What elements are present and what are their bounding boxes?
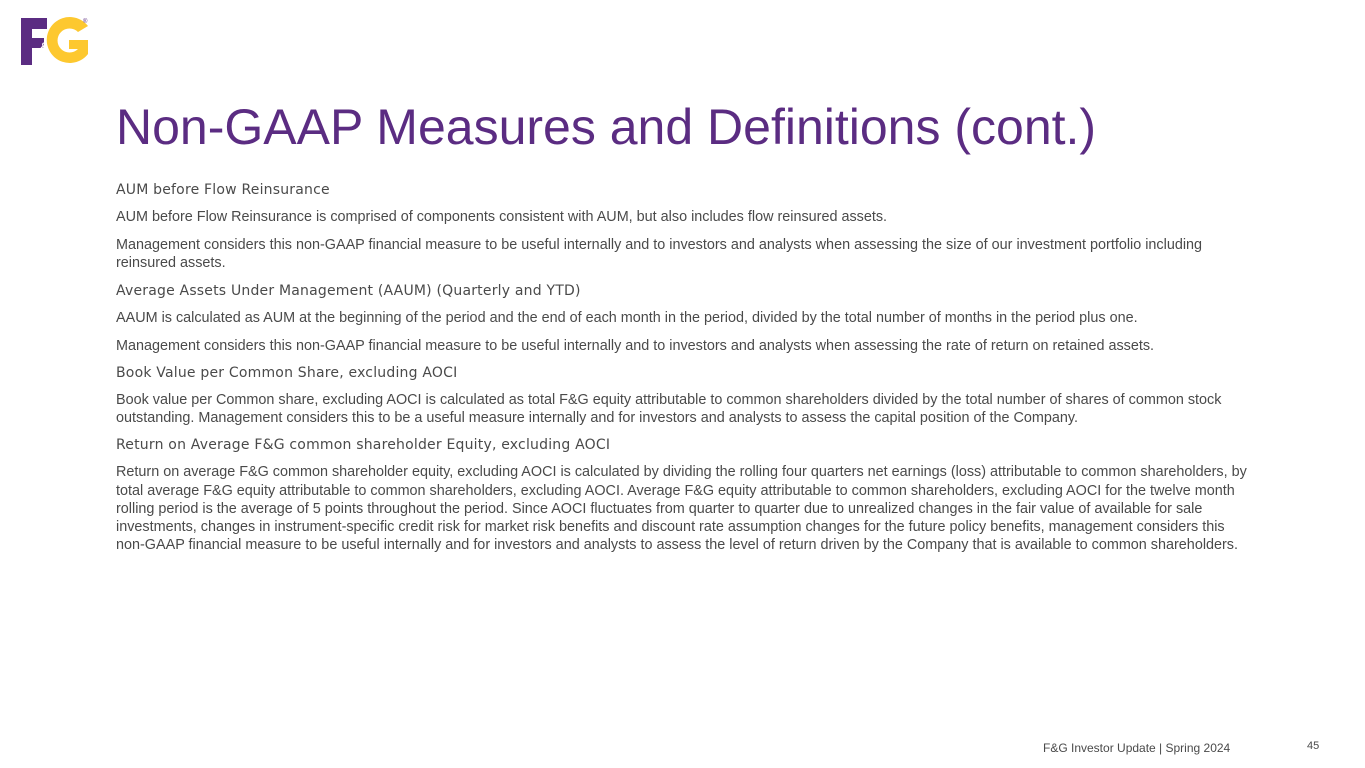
section-heading-book-value-per-share: Book Value per Common Share, excluding AOCI bbox=[116, 365, 458, 382]
page-number: 45 bbox=[1307, 740, 1320, 752]
logo-ampersand: & bbox=[40, 40, 49, 54]
section-heading-aaum: Average Assets Under Management (AAUM) (Quarterly and YTD) bbox=[116, 282, 581, 299]
return-on-average-equity-definition: Return on average F&G common shareholder equity, excluding AOCI is calculated by dividing the rolling four quarters net earnings (loss) attributable to common shareholders, by total average F&G equity attributable to common shareholders, excluding AOCI. Average F&G equity attributable to common shareholders, excluding AOCI for the twelve month rolling period is the average of 5 points throughout the period. Since AOCI fluctuates from quarter to quarter due to unrealized changes in the fair value of available for sale investments, changes in instrument-specific credit risk for market risk benefits and discount rate assumption changes for the future policy benefits, management considers this non-GAAP financial measure to be useful internally and for investors and analysts to assess the level of return driven by the Company that is available to common shareholders. bbox=[116, 464, 1247, 554]
footer-text: F&G Investor Update | Spring 2024 bbox=[1043, 741, 1231, 755]
logo-letter-g bbox=[47, 17, 88, 63]
fg-logo bbox=[18, 16, 92, 68]
page-title: Non-GAAP Measures and Definitions (cont.) bbox=[116, 99, 1097, 155]
aum-before-flow-reinsurance-definition: AUM before Flow Reinsurance is comprised of components consistent with AUM, but also includes flow reinsured assets. bbox=[116, 209, 888, 225]
aaum-definition: AAUM is calculated as AUM at the beginning of the period and the end of each month in the period, divided by the total number of months in the period plus one. bbox=[116, 309, 1138, 326]
definitions-body bbox=[116, 180, 1251, 554]
book-value-per-share-definition: Book value per Common share, excluding AOCI is calculated as total F&G equity attributable to common shareholders divided by the total number of shares of common stock outstanding. Management considers this to be a useful measure internally and for investors and analysts to assess the capital position of the Company. bbox=[116, 392, 1222, 427]
aum-before-flow-reinsurance-usefulness: Management considers this non-GAAP financial measure to be useful internally and to investors and analysts when assessing the size of our investment portfolio including reinsured assets. bbox=[116, 237, 1203, 272]
section-heading-return-on-average-equity: Return on Average F&G common shareholder Equity, excluding AOCI bbox=[116, 437, 611, 454]
aaum-usefulness: Management considers this non-GAAP financial measure to be useful internally and to investors and analysts when assessing the rate of return on retained assets. bbox=[116, 337, 1155, 354]
logo-registered-mark: ® bbox=[83, 19, 88, 25]
section-heading-aum-before-flow-reinsurance: AUM before Flow Reinsurance bbox=[116, 182, 330, 198]
